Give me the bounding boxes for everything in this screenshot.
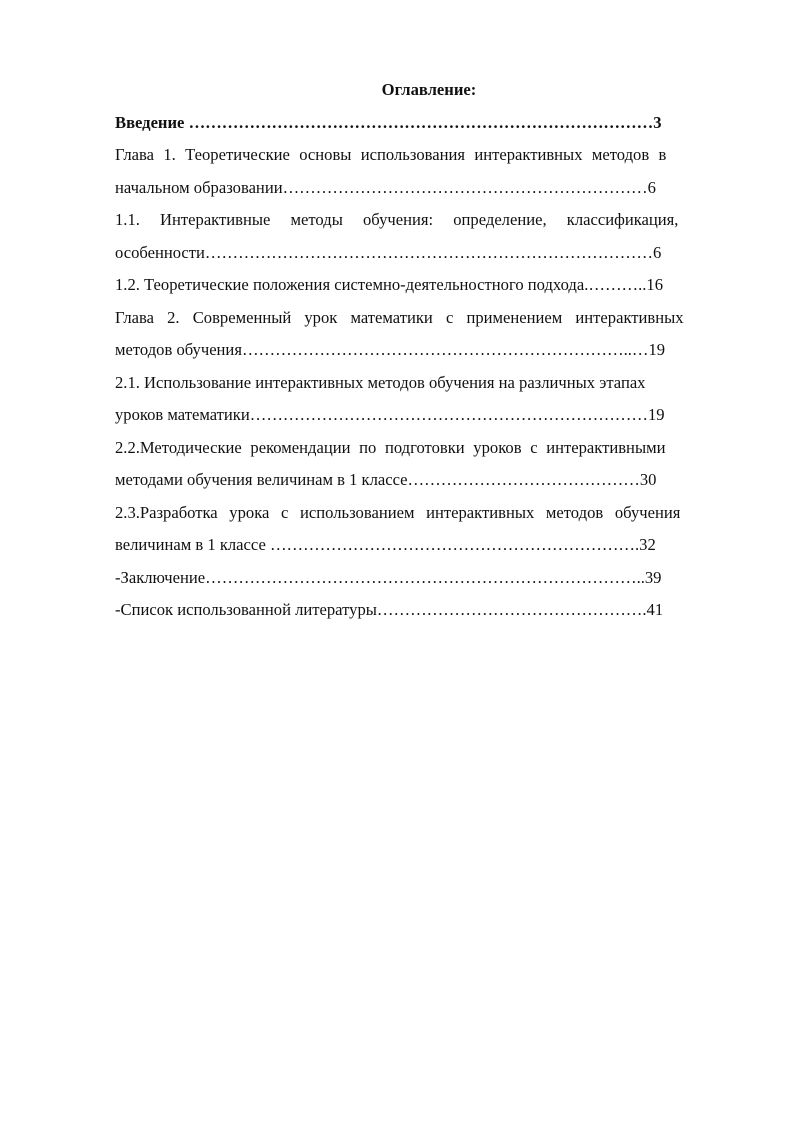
- toc-line: 2.2.Методические рекомендации по подготовки уроков с интерактивными: [115, 437, 666, 457]
- toc-line: начальном образовании…………………………………………………………6: [115, 177, 656, 197]
- toc-entry-chapter-1: [115, 139, 743, 204]
- toc-line: методами обучения величинам в 1 классе……………………………………30: [115, 470, 657, 489]
- toc-line: величинам в 1 классе ………………………………………………………….32: [115, 535, 656, 554]
- toc-entry-introduction: [115, 107, 743, 140]
- toc-line: 1.2. Теоретические положения системно-деятельностного подхода.………..16: [115, 275, 664, 294]
- toc-entry-bibliography: [115, 594, 743, 627]
- toc-line: методов обучения……………………………………………………………..…19: [115, 340, 666, 359]
- toc-entry-2-2: [115, 432, 743, 497]
- toc-line: -Список использованной литературы………………………………………….41: [115, 600, 664, 619]
- toc-line: уроков математики………………………………………………………………19: [115, 405, 665, 424]
- toc-line: особенности………………………………………………………………………6: [115, 242, 662, 262]
- document-page: [115, 74, 743, 627]
- toc-entry-1-1: [115, 204, 743, 269]
- toc-entry-2-3: [115, 497, 743, 562]
- toc-line: 2.3.Разработка урока с использованием интерактивных методов обучения: [115, 502, 681, 522]
- toc-line: Глава 1. Теоретические основы использования интерактивных методов в: [115, 145, 667, 164]
- toc-line: 1.1. Интерактивные методы обучения: определение, классификация,: [115, 210, 679, 229]
- toc-line: Введение …………………………………………………………………………3: [115, 112, 662, 132]
- toc-entry-2-1: [115, 367, 743, 432]
- toc-line: Глава 2. Современный урок математики с применением интерактивных: [115, 307, 684, 327]
- toc-title: Оглавление:: [381, 80, 477, 99]
- toc-entry-conclusion: [115, 562, 743, 595]
- toc-line: -Заключение……………………………………………………………………..39: [115, 567, 662, 587]
- toc-entry-1-2: [115, 269, 743, 302]
- toc-entry-chapter-2: [115, 302, 743, 367]
- toc-line: 2.1. Использование интерактивных методов обучения на различных этапах: [115, 372, 646, 392]
